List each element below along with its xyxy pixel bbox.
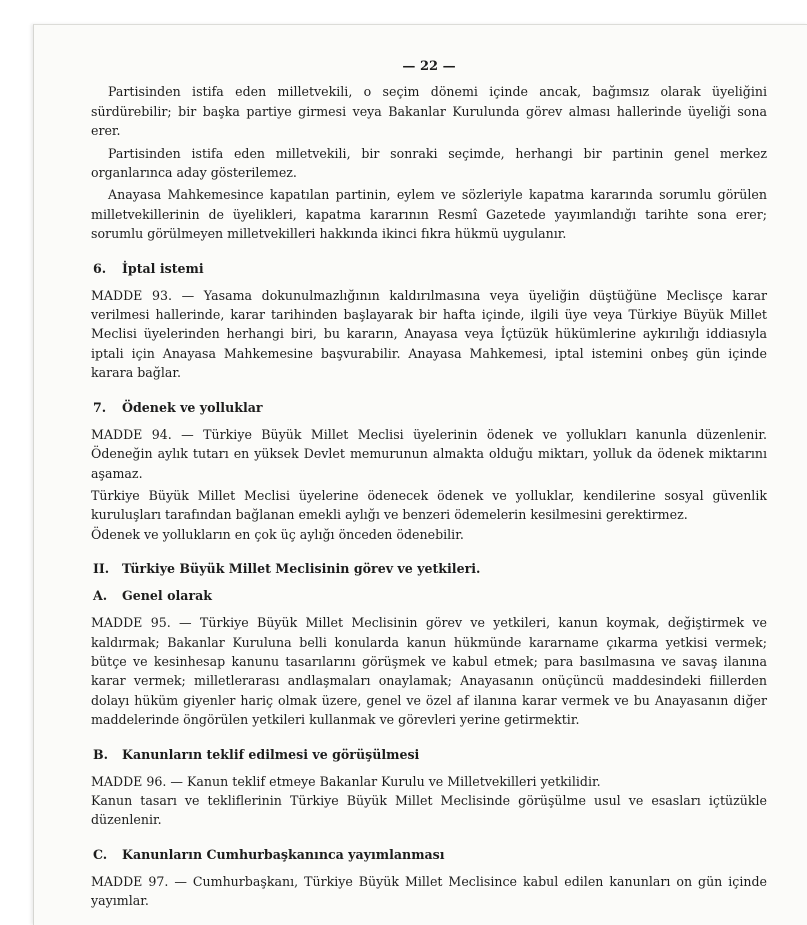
section-number: 7. xyxy=(93,399,107,415)
section-title: Ödenek ve yolluklar xyxy=(122,399,263,415)
section-heading-7 xyxy=(91,398,767,417)
section-number: 6. xyxy=(93,260,107,276)
paragraph: Partisinden istifa eden milletvekili, bir sonraki seçimde, herhangi bir partinin genel merkez organlarınca aday gösterilemez. xyxy=(91,145,767,181)
section-title: İptal istemi xyxy=(122,260,204,276)
section-title: Türkiye Büyük Millet Meclisinin görev ve yetkileri. xyxy=(122,561,481,577)
article-95: MADDE 95. — Türkiye Büyük Millet Meclisinin görev ve yetkileri, kanun koymak, değiştirmek ve kaldırmak; Bakanlar Kuruluna belli konularda kanun hükmünde kararname çıkarma yetkisi vermek; bütçe ve kesinhesap kanunu tasarılarını görüşmek ve kabul etmek; para basılmasına ve savaş ilanına karar vermek; milletlerarası andlaşmaları onaylamak; Anayasanın onüçüncü maddesindeki fiillerden dolayı hüküm giyenler hariç olmak üzere, genel ve özel af ilanına karar vermek ve bu Anayasanın diğer maddelerinde öngörülen yetkileri kullanmak ve görevleri yerine getirmektir. xyxy=(91,615,767,728)
section-heading-C xyxy=(91,845,767,864)
section-number: B. xyxy=(93,746,109,762)
paragraph: Ödenek ve yollukların en çok üç aylığı önceden ödenebilir. xyxy=(91,526,464,542)
paragraph: Anayasa Mahkemesince kapatılan partinin, eylem ve sözleriyle kapatma kararında sorumlu görülen milletvekillerinin de üyelikleri, kapatma kararının Resmî Gazetede yayımlandığı tarihte sona erer; sorumlu görülmeyen milletvekilleri hakkında ikinci fıkra hükmü uygulanır. xyxy=(91,187,767,242)
paragraph: Partisinden istifa eden milletvekili, o seçim dönemi içinde ancak, bağımsız olarak üyeliğini sürdürebilir; bir başka partiye girmesi veya Bakanlar Kurulunda görev alması hallerinde üyeliği sona erer. xyxy=(91,84,767,139)
article-93: MADDE 93. — Yasama dokunulmazlığının kaldırılmasına veya üyeliğin düştüğüne Meclisçe karar verilmesi hallerinde, karar tarihinden başlayarak bir hafta içinde, ilgili üye veya Türkiye Büyük Millet Meclisi üyelerinden herhangi biri, bu kararın, Anayasa veya İçtüzük hükümlerine aykırılığı iddiasıyla iptali için Anayasa Mahkemesine başvurabilir. Anayasa Mahkemesi, iptal istemini onbeş gün içinde karara bağlar. xyxy=(91,287,767,381)
article-97: MADDE 97. — Cumhurbaşkanı, Türkiye Büyük Millet Meclisince kabul edilen kanunları on gün içinde yayımlar. xyxy=(91,873,767,909)
section-heading-II xyxy=(91,559,767,578)
paragraph: Kanun tasarı ve tekliflerinin Türkiye Büyük Millet Meclisinde görüşülme usul ve esasları içtüzükle düzenlenir. xyxy=(91,792,767,828)
article-94: MADDE 94. — Türkiye Büyük Millet Meclisi üyelerinin ödenek ve yollukları kanunla düzenlenir. Ödeneğin aylık tutarı en yüksek Devlet memurunun almakta olduğu miktarı, yolluk da ödenek miktarını aşamaz. xyxy=(91,426,767,481)
section-title: Genel olarak xyxy=(122,588,212,604)
document-page xyxy=(33,24,807,925)
article-96: MADDE 96. — Kanun teklif etmeye Bakanlar Kurulu ve Milletvekilleri yetkilidir. xyxy=(91,773,601,789)
page-number: — 22 — xyxy=(402,59,456,74)
section-title: Kanunların teklif edilmesi ve görüşülmesi xyxy=(122,746,420,762)
section-heading-6 xyxy=(91,259,767,278)
paragraph: Türkiye Büyük Millet Meclisi üyelerine ödenecek ödenek ve yolluklar, kendilerine sosyal güvenlik kuruluşları tarafından bağlanan emekli aylığı ve benzeri ödemelerin kesilmesini gerektirmez. xyxy=(91,487,767,523)
section-heading-A xyxy=(91,586,767,605)
section-heading-B xyxy=(91,745,767,764)
section-number: C. xyxy=(93,846,108,862)
section-number: A. xyxy=(93,588,108,604)
section-title: Kanunların Cumhurbaşkanınca yayımlanması xyxy=(122,846,445,862)
section-number: II. xyxy=(93,561,110,577)
page-content xyxy=(91,57,767,911)
